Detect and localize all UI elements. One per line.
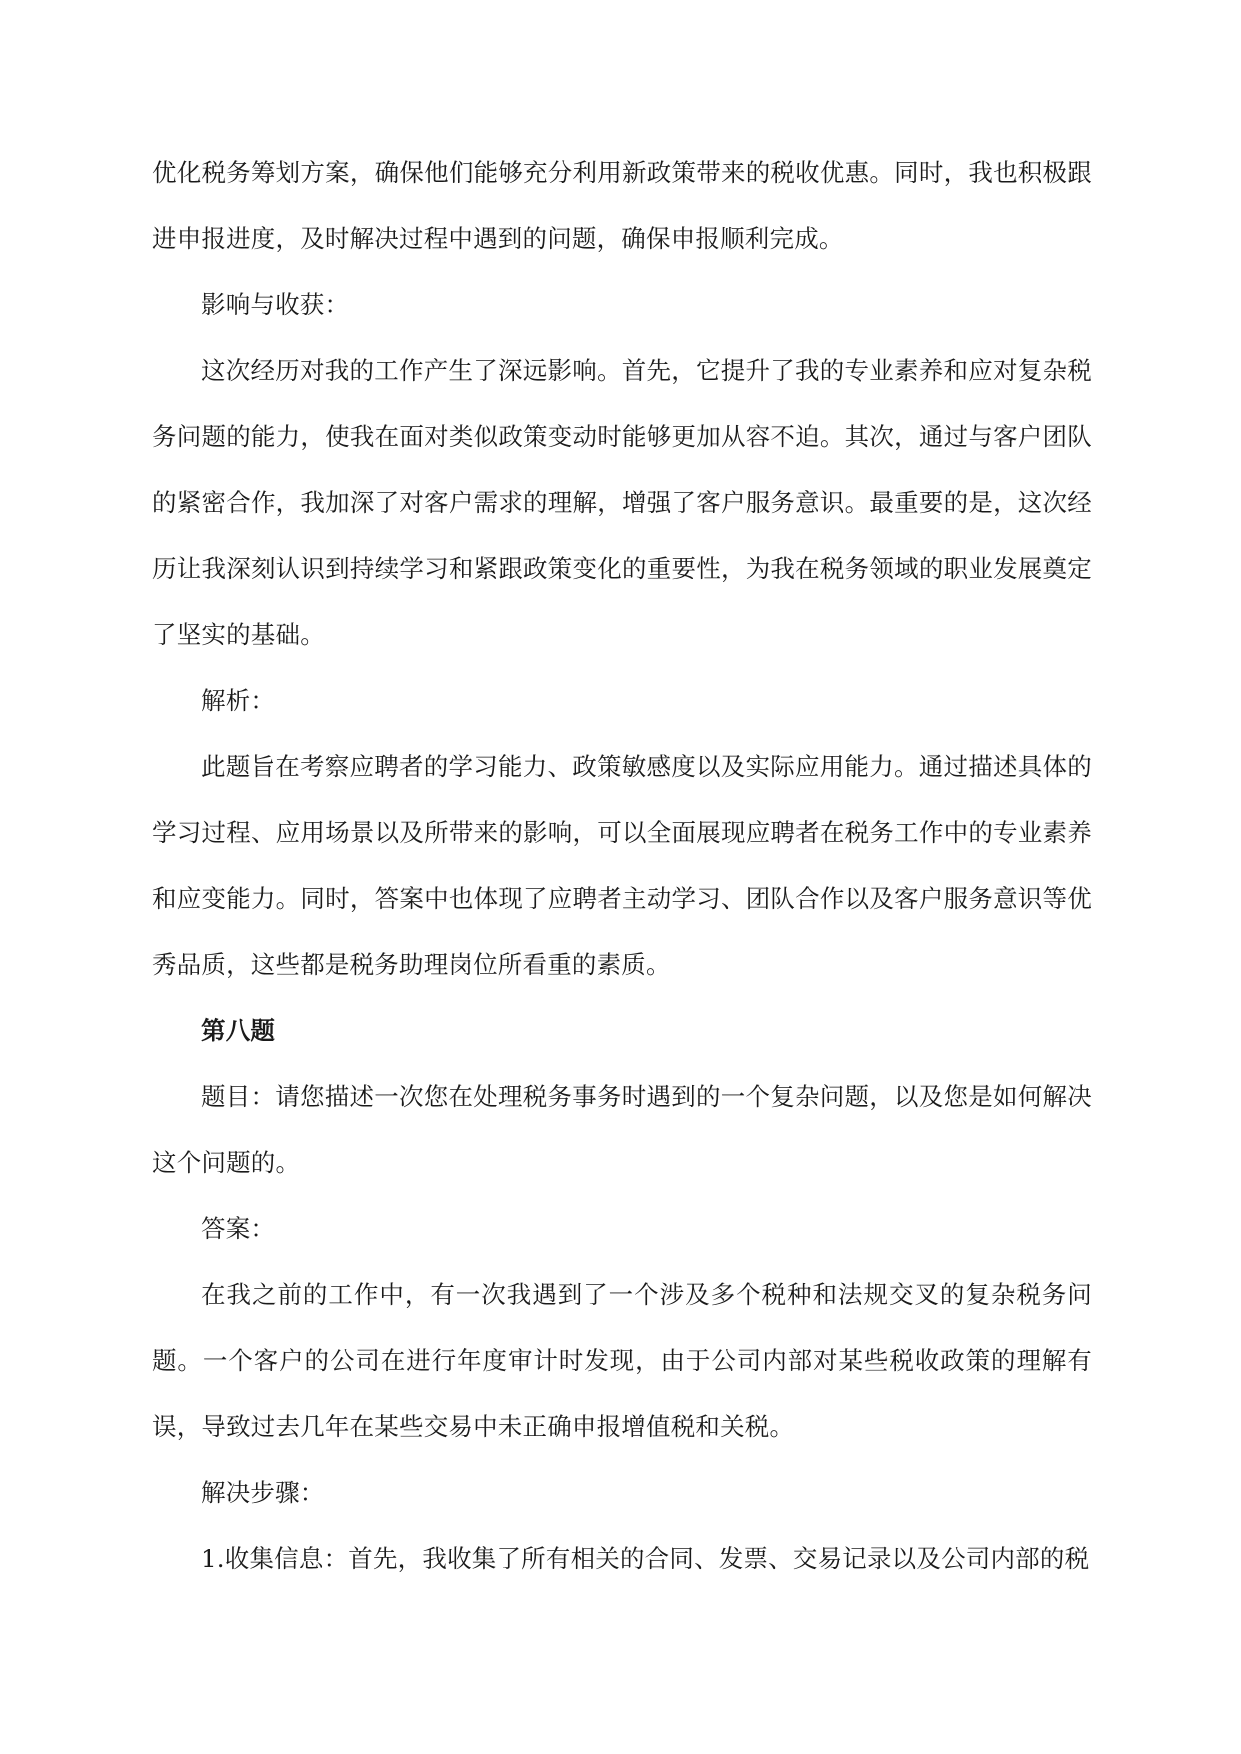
- document-page: [152, 140, 1092, 1592]
- paragraph-answer: 在我之前的工作中，有一次我遇到了一个涉及多个税种和法规交叉的复杂税务问题。一个客户的公司在进行年度审计时发现，由于公司内部对某些税收政策的理解有误，导致过去几年在某些交易中未正确申报增值税和关税。: [152, 1280, 1092, 1441]
- question-eight-title: 第八题: [201, 1016, 276, 1045]
- question-eight-prompt: 题目：请您描述一次您在处理税务事务时遇到的一个复杂问题，以及您是如何解决这个问题的。: [152, 1082, 1092, 1177]
- paragraph-impact: 这次经历对我的工作产生了深远影响。首先，它提升了我的专业素养和应对复杂税务问题的能力，使我在面对类似政策变动时能够更加从容不迫。其次，通过与客户团队的紧密合作，我加深了对客户需求的理解，增强了客户服务意识。最重要的是，这次经历让我深刻认识到持续学习和紧跟政策变化的重要性，为我在税务领域的职业发展奠定了坚实的基础。: [152, 356, 1092, 649]
- paragraph-tax-plan-continuation: 优化税务筹划方案，确保他们能够充分利用新政策带来的税收优惠。同时，我也积极跟进申报进度，及时解决过程中遇到的问题，确保申报顺利完成。: [152, 158, 1092, 253]
- heading-solution-steps: 解决步骤：: [201, 1478, 325, 1507]
- heading-answer: 答案：: [201, 1214, 276, 1243]
- step-one-collect-info: 1.收集信息：首先，我收集了所有相关的合同、发票、交易记录以及公司内部的税: [201, 1544, 1090, 1573]
- heading-impact-and-gains: 影响与收获：: [201, 290, 350, 319]
- paragraph-analysis: 此题旨在考察应聘者的学习能力、政策敏感度以及实际应用能力。通过描述具体的学习过程、应用场景以及所带来的影响，可以全面展现应聘者在税务工作中的专业素养和应变能力。同时，答案中也体现了应聘者主动学习、团队合作以及客户服务意识等优秀品质，这些都是税务助理岗位所看重的素质。: [152, 752, 1092, 979]
- heading-analysis: 解析：: [201, 686, 276, 715]
